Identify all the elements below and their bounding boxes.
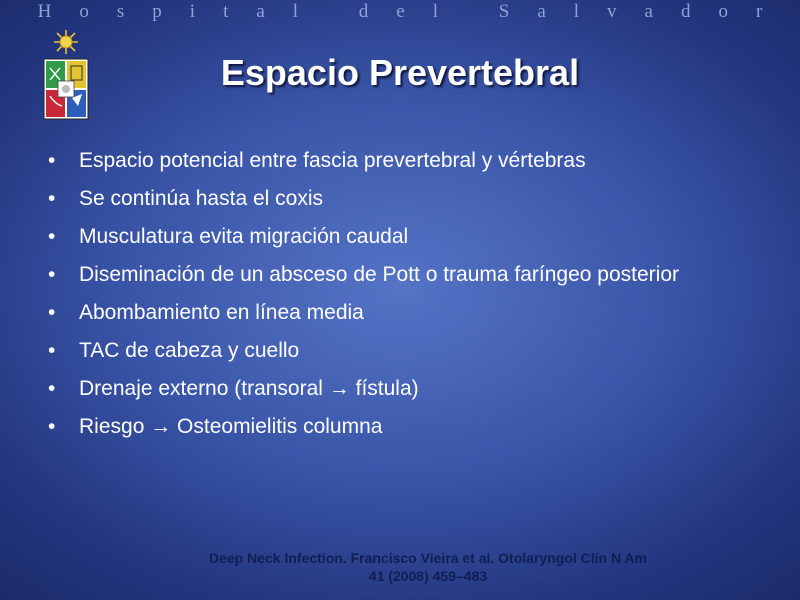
bullet-glyph: •	[48, 149, 56, 172]
citation-line-1: Deep Neck Infection. Francisco Vieira et al. Otolaryngol Clin N Am	[208, 550, 647, 566]
bullet-glyph: •	[48, 301, 56, 324]
bullet-text: Se continúa hasta el coxis	[79, 187, 323, 210]
bullet-list	[44, 146, 764, 450]
bullet-text: Drenaje externo (transoral → fístula)	[79, 377, 419, 400]
bullet-text: TAC de cabeza y cuello	[79, 339, 300, 362]
bullet-text: Espacio potencial entre fascia prevertebral y vértebras	[79, 149, 586, 172]
bullet-item	[44, 260, 764, 290]
bullet-glyph: •	[48, 415, 56, 438]
citation-line-2: 41 (2008) 459–483	[368, 568, 488, 584]
bullet-item	[44, 184, 764, 214]
slide-title: Espacio Prevertebral	[220, 52, 580, 93]
bullet-glyph: •	[48, 187, 56, 210]
bullet-item	[44, 412, 764, 442]
bullet-text: Diseminación de un absceso de Pott o trauma faríngeo posterior	[79, 263, 680, 286]
bullet-glyph: •	[48, 225, 56, 248]
bullet-item	[44, 298, 764, 328]
bullet-item	[44, 374, 764, 404]
institution-header: Hospital del Salvador	[37, 1, 791, 22]
bullet-glyph: •	[48, 377, 56, 400]
citation-footer	[150, 549, 706, 585]
bullet-text: Riesgo → Osteomielitis columna	[79, 415, 383, 438]
bullet-glyph: •	[48, 263, 56, 286]
bullet-item	[44, 336, 764, 366]
bullet-glyph: •	[48, 339, 56, 362]
bullet-item	[44, 222, 764, 252]
bullet-text: Abombamiento en línea media	[79, 301, 364, 324]
bullet-text: Musculatura evita migración caudal	[79, 225, 409, 248]
bullet-item	[44, 146, 764, 176]
